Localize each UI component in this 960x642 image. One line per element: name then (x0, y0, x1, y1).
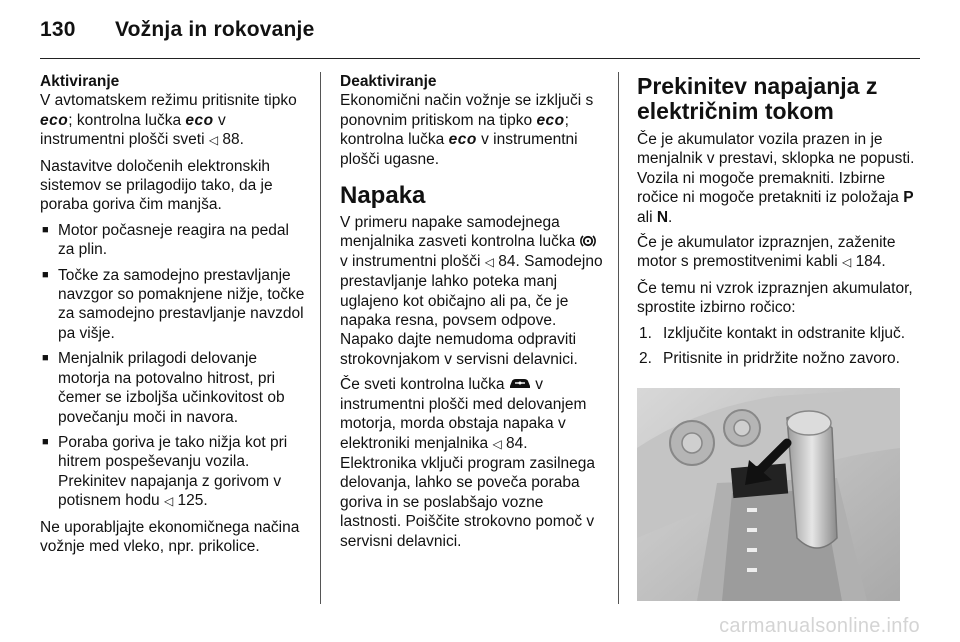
column-divider-1 (320, 72, 321, 604)
text: Elektronika vključi program zasilnega delovanja, lahko se poveča poraba goriva in se poslabšajo vozne lastnosti. Poiščite strokovno pomoč v servisni delavnici. (340, 454, 596, 550)
reference-arrow-icon: ◁ (842, 255, 852, 270)
list-item: ■ Menjalnik prilagodi delovanje motorja na potovalno hitrost, pri čemer se izboljša učinkovitost ob povečanju moči in navora. (40, 349, 305, 427)
step-number: 2. (639, 350, 652, 368)
text: v instrumentni plošči med delovanjem motorja, morda obstaja napaka v elektroniki menjalnika (340, 376, 587, 452)
text: ; kontrolna lučka (68, 111, 182, 129)
eco-icon: eco (536, 111, 565, 129)
column-1 (40, 72, 305, 562)
header-rule (40, 58, 920, 59)
text: Če sveti kontrolna lučka (340, 376, 505, 394)
section-heading-deaktiviranje: Deaktiviranje (340, 73, 437, 90)
text: v instrumentni plošči sveti (40, 111, 226, 149)
text: v instrumentni plošči ugasne. (340, 131, 578, 168)
step-text: Pritisnite in pridržite nožno zavoro. (663, 350, 900, 368)
paragraph-fault (340, 213, 605, 369)
text: ali (637, 208, 653, 226)
eco-icon: eco (185, 111, 214, 129)
paragraph-battery-empty (637, 130, 917, 227)
text: Če je akumulator vozila prazen in je menjalnik v prestavi, sklopka ne popusti. Vozila ni mogoče premakniti. Izbirne ročice ni mogoče pretakniti iz položaja (637, 131, 915, 207)
gear-position-p: P (903, 189, 914, 207)
column-2 (340, 72, 605, 557)
text: V avtomatskem režimu pritisnite tipko (40, 92, 297, 110)
section-title-power-interruption: Prekinitev napajanja z električnim tokom (637, 73, 878, 124)
text: v instrumentni plošči (340, 252, 481, 270)
eco-icon: eco (448, 131, 477, 149)
bullet-list (40, 221, 305, 512)
paragraph-towing-note: Ne uporabljajte ekonomičnega načina vožnje med vleko, npr. prikolice. (40, 518, 300, 555)
list-item: ■ Motor počasneje reagira na pedal za plin. (40, 221, 305, 260)
list-item (40, 433, 305, 512)
reference-arrow-icon: ◁ (484, 254, 494, 269)
watermark: carmanualsonline.info (719, 615, 920, 637)
gear-selector-drawing (637, 388, 900, 601)
gear-position-n: N (656, 208, 669, 226)
text: Ekonomični način vožnje se izključi s ponovnim pritiskom na tipko (340, 92, 594, 129)
text: Samodejno prestavljanje lahko poteka manj uglajeno kot običajno ali pa, če je napaka resna, povsem odpove. Napako dajte nemudoma odpraviti strokovnjakom v servisni delavnici. (340, 252, 603, 368)
paragraph-release-lever: Če temu ni vzrok izpraznjen akumulator, sprostite izbirno ročico: (637, 279, 913, 317)
gear-selector-illustration (637, 388, 900, 601)
paragraph-jump-start (637, 233, 917, 273)
reference-arrow-icon: ◁ (492, 436, 502, 451)
page-reference-link[interactable]: 88. (222, 131, 244, 149)
text: V primeru napake samodejnega menjalnika zasveti kontrolna lučka (340, 214, 576, 251)
page-reference-link[interactable]: 84. (506, 434, 528, 452)
paragraph-deactivation (340, 91, 605, 169)
page-title: Vožnja in rokovanje (115, 18, 315, 41)
step-text: Izključite kontakt in odstranite ključ. (663, 324, 906, 342)
step-item (637, 349, 917, 368)
step-item (637, 324, 917, 343)
transmission-warning-icon (580, 234, 596, 248)
page-reference-link[interactable]: 125. (177, 492, 208, 510)
page-reference-link[interactable]: 184. (855, 253, 886, 271)
reference-arrow-icon: ◁ (164, 494, 174, 509)
numbered-steps (637, 324, 917, 369)
text: Poraba goriva je tako nižja kot pri hitrem pospeševanju vozila. Prekinitev napajanja z gorivom v potisnem hodu (58, 433, 288, 510)
paragraph-settings: Nastavitve določenih elektronskih sistemov se prilagodijo tako, da je poraba goriva čim manjša. (40, 157, 273, 214)
paragraph-activation (40, 91, 305, 150)
column-3 (637, 72, 917, 374)
paragraph-electronics (340, 375, 605, 551)
text: ; kontrolna lučka (340, 111, 569, 149)
reference-arrow-icon: ◁ (208, 133, 219, 148)
page-number: 130 (40, 18, 76, 41)
car-wrench-icon (509, 377, 531, 390)
text: Če je akumulator izpraznjen, zaženite motor s premostitvenimi kabli (637, 234, 896, 271)
step-number: 1. (639, 324, 652, 342)
eco-icon: eco (40, 111, 69, 129)
page-header (40, 18, 314, 42)
list-item: ■ Točke za samodejno prestavljanje navzgor so pomaknjene nižje, točke za samodejno prestavljanje navzdol pa višje. (40, 266, 305, 344)
column-divider-2 (618, 72, 619, 604)
section-title-napaka: Napaka (340, 182, 426, 210)
section-heading-aktiviranje: Aktiviranje (40, 73, 120, 90)
text: . (668, 208, 673, 226)
page-reference-link[interactable]: 84. (498, 252, 520, 270)
